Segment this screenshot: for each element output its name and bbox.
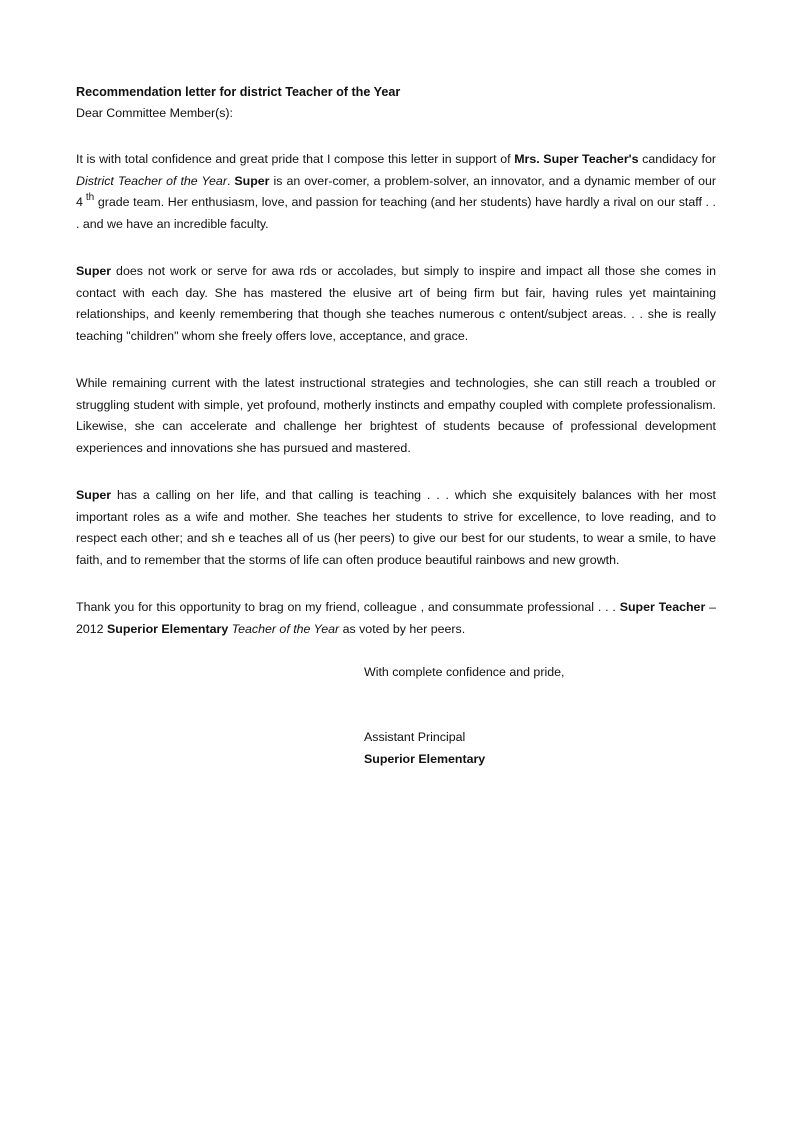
letter-body bbox=[76, 84, 716, 640]
letter-title: Recommendation letter for district Teacher of the Year bbox=[76, 85, 401, 99]
paragraph-4 bbox=[76, 485, 716, 571]
p5-award-name: Teacher of the Year bbox=[231, 621, 340, 636]
p1-name-super: Super bbox=[234, 173, 270, 188]
p1-text-5: grade team. Her enthusiasm, love, and passion for teaching (and her students) have hardly a rival on our staff . . . and we have an incredible faculty. bbox=[76, 195, 716, 231]
p4-text-1: has a calling on her life, and that calling is teaching . . . which she exquisitely balances with her most important roles as a wife and mother. She teaches her students to strive for excellence, to love reading, and to respect each other; and sh e teaches all of us (her peers) to give our best for our students, to wear a smile, to have faith, and to remember that the storms of life can often produce beautiful rainbows and new growth. bbox=[76, 488, 716, 567]
p1-text-3: . bbox=[226, 173, 235, 188]
p1-text-1: It is with total confidence and great pride that I compose this letter in support of bbox=[76, 152, 515, 166]
p4-name-super: Super bbox=[76, 488, 112, 502]
p5-school-name: Superior Elementary bbox=[107, 621, 229, 636]
signature-block bbox=[364, 727, 724, 770]
p1-text-4: is an over-comer, a problem-solver, an innovator, and a dynamic member of our 4 bbox=[76, 173, 717, 209]
closing-line: With complete confidence and pride, bbox=[364, 665, 565, 679]
p2-text-1: does not work or serve for awa rds or accolades, but simply to inspire and impact all those she comes in contact with each day. She has mastered the elusive art of being firm but fair, having rules yet maintaining relationships, and keenly remembering that though she teaches numerous c ontent/subject areas. . . she is really teaching "children" whom she freely offers love, acceptance, and grace. bbox=[76, 264, 716, 343]
paragraph-2 bbox=[76, 261, 716, 347]
p2-name-super: Super bbox=[76, 264, 112, 278]
p5-text-4: as voted by her peers. bbox=[339, 621, 466, 636]
p3-text-1: While remaining current with the latest instructional strategies and technologies, she can still reach a troubled or struggling student with simple, yet profound, motherly instincts and empathy coupled with complete professionalism. Likewise, she can accelerate and challenge her brightest of students because of professional development experiences and innovations she has pursued and mastered. bbox=[76, 376, 716, 455]
p5-text-1: Thank you for this opportunity to brag on my friend, colleague , and consummate professional . . . bbox=[76, 600, 620, 614]
p5-text-2: – 2012 bbox=[76, 600, 716, 636]
paragraph-1 bbox=[76, 149, 716, 235]
salutation: Dear Committee Member(s): bbox=[76, 106, 233, 120]
p5-name-super-teacher: Super Teacher bbox=[619, 600, 706, 614]
signer-organization: Superior Elementary bbox=[364, 751, 486, 766]
paragraph-5 bbox=[76, 597, 716, 640]
p1-award-name: District Teacher of the Year bbox=[76, 173, 227, 188]
p1-text-2: candidacy for bbox=[638, 152, 717, 166]
p1-ordinal-suffix: th bbox=[85, 191, 95, 203]
signer-title: Assistant Principal bbox=[364, 730, 466, 744]
paragraph-3 bbox=[76, 373, 716, 459]
p1-candidate-name: Mrs. Super Teacher's bbox=[514, 152, 639, 166]
